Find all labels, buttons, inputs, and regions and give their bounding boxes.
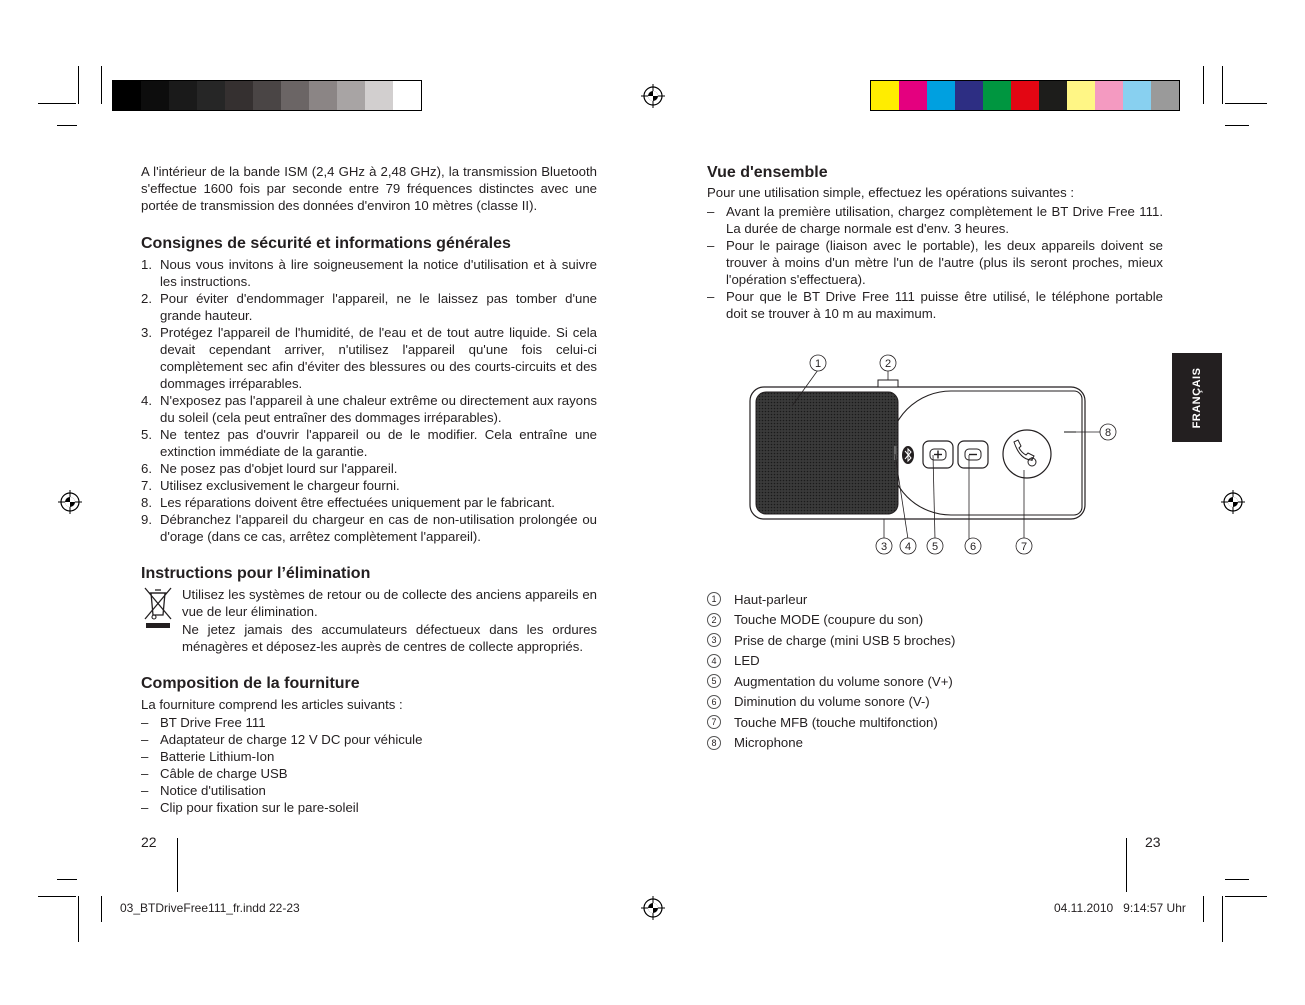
overview-item: – Avant la première utilisation, chargez complètement le BT Drive Free 111. La durée de charge normale est d'env. 3 heures.: [707, 203, 1163, 237]
crop-mark: [1225, 879, 1249, 880]
supply-item: – BT Drive Free 111: [141, 714, 597, 731]
color-swatch: [927, 81, 955, 110]
safety-item-number: 4.: [141, 393, 152, 408]
slug-date: 04.11.2010 9:14:57 Uhr: [1054, 901, 1186, 915]
right-page-column: [707, 163, 1163, 322]
legend-number: 5: [707, 674, 721, 688]
color-swatch: [309, 81, 337, 110]
safety-item-number: 8.: [141, 495, 152, 510]
safety-item: [141, 460, 597, 477]
safety-item: [141, 324, 597, 392]
safety-item-number: 5.: [141, 427, 152, 442]
color-swatch: [1011, 81, 1039, 110]
legend-row: [707, 651, 760, 671]
safety-list: [141, 256, 597, 545]
color-swatch: [365, 81, 393, 110]
legend-row: [707, 692, 930, 712]
color-swatch: [337, 81, 365, 110]
minus-icon: [965, 449, 981, 460]
legend-number: 2: [707, 613, 721, 627]
supply-item: – Câble de charge USB: [141, 765, 597, 782]
language-tab-label: FRANÇAIS: [1191, 367, 1203, 428]
color-swatch: [253, 81, 281, 110]
crop-mark: [1203, 66, 1204, 104]
gray-color-bar: [112, 80, 422, 111]
safety-item: [141, 392, 597, 426]
fold-mark: [177, 838, 178, 892]
color-swatch: [955, 81, 983, 110]
overview-item: – Pour que le BT Drive Free 111 puisse être utilisé, le téléphone portable doit se trouver à 10 m au maximum.: [707, 288, 1163, 322]
intro-paragraph: A l'intérieur de la bande ISM (2,4 GHz à 2,48 GHz), la transmission Bluetooth s'effectue 1600 fois par seconde entre 79 fréquences distinctes avec une portée de transmission des données d'environ 10 mètres (classe II).: [141, 164, 597, 213]
safety-item: [141, 290, 597, 324]
overview-list: [707, 203, 1163, 322]
overview-heading: Vue d'ensemble: [707, 164, 828, 181]
callout-8: 8: [1104, 427, 1112, 439]
color-swatch: [197, 81, 225, 110]
safety-item-text: Débranchez l'appareil du chargeur en cas de non-utilisation prolongée ou d'orage (dans ce cas, arrêtez complètement l'appareil).: [160, 512, 597, 544]
fold-mark: [1126, 838, 1127, 892]
crop-mark: [1222, 896, 1223, 942]
color-swatch: [1123, 81, 1151, 110]
crop-mark: [1225, 103, 1267, 104]
supply-item: – Clip pour fixation sur le pare-soleil: [141, 799, 597, 816]
safety-item-text: Ne posez pas d'objet lourd sur l'appareil.: [160, 461, 398, 476]
safety-item-text: Protégez l'appareil de l'humidité, de l'eau et de tout autre liquide. Si cela devait cependant arriver, n'utilisez l'appareil qu'une fois celui-ci complètement sec afin d'éviter des blessures ou des courts-circuits et des dommages irréparables.: [160, 325, 597, 391]
page-number-left: 22: [141, 834, 157, 850]
safety-item: [141, 426, 597, 460]
color-swatch: [169, 81, 197, 110]
speaker-grille: [756, 392, 898, 514]
legend-row: [707, 610, 923, 630]
legend-label: Touche MODE (coupure du son): [734, 612, 924, 627]
legend-row: [707, 589, 807, 609]
disposal-heading: Instructions pour l’élimination: [141, 565, 371, 582]
safety-item: [141, 256, 597, 290]
language-tab: [1172, 353, 1222, 442]
legend-number: 7: [707, 715, 721, 729]
callout-1: 1: [814, 358, 822, 370]
crop-mark: [57, 879, 77, 880]
legend-label: Prise de charge (mini USB 5 broches): [734, 632, 956, 648]
callout-3: 3: [880, 541, 888, 553]
color-swatch: [113, 81, 141, 110]
legend-number: 8: [707, 736, 721, 750]
color-swatch: [141, 81, 169, 110]
disposal-paragraph-2: Ne jetez jamais des accumulateurs défectueux dans les ordures ménagères et déposez-les auprès de centres de collecte appropriés.: [182, 622, 597, 654]
color-swatch: [393, 81, 421, 110]
crop-mark: [38, 103, 76, 104]
color-swatch: [983, 81, 1011, 110]
color-swatch: [225, 81, 253, 110]
safety-item-number: 6.: [141, 461, 152, 476]
disposal-paragraph-1: Utilisez les systèmes de retour ou de collecte des anciens appareils en vue de leur élimination.: [182, 587, 597, 619]
overview-item: – Pour le pairage (liaison avec le portable), les deux appareils doivent se trouver à moins d'un mètre l'un de l'autre (plus ils seront proches, mieux l'opération s'effectuera).: [707, 237, 1163, 288]
supply-list: [141, 714, 597, 816]
crop-mark: [38, 896, 76, 897]
crop-mark: [1222, 66, 1223, 104]
safety-item-text: Ne tentez pas d'ouvrir l'appareil ou de le modifier. Cela entraîne une extinction immédiate de la garantie.: [160, 427, 597, 459]
safety-item-text: Les réparations doivent être effectuées uniquement par le fabricant.: [160, 495, 555, 510]
crop-mark: [1225, 125, 1249, 126]
supply-item: – Adaptateur de charge 12 V DC pour véhicule: [141, 731, 597, 748]
page-number-right: 23: [1145, 834, 1161, 850]
supply-intro: La fourniture comprend les articles suivants :: [141, 697, 403, 712]
process-color-bar: [870, 80, 1180, 111]
legend-label: Diminution du volume sonore (V-): [734, 694, 930, 709]
color-swatch: [1039, 81, 1067, 110]
safety-heading: Consignes de sécurité et informations générales: [141, 235, 511, 252]
legend-number: 4: [707, 654, 721, 668]
registration-mark-icon: [1221, 490, 1245, 514]
legend-number: 1: [707, 592, 721, 606]
callout-6: 6: [969, 541, 977, 553]
disposal-block: [141, 586, 597, 655]
safety-item: [141, 494, 597, 511]
callout-5: 5: [931, 541, 939, 553]
device-diagram: [740, 350, 1130, 560]
crop-mark: [57, 125, 77, 126]
safety-item-text: Pour éviter d'endommager l'appareil, ne le laissez pas tomber d'une grande hauteur.: [160, 291, 597, 323]
legend-row: [707, 630, 955, 650]
mode-button-top: [878, 380, 898, 387]
supply-heading: Composition de la fourniture: [141, 675, 360, 692]
color-swatch: [899, 81, 927, 110]
legend-row: [707, 671, 953, 691]
overview-intro: Pour une utilisation simple, effectuez les opérations suivantes :: [707, 185, 1075, 200]
crop-mark: [101, 896, 102, 922]
crop-mark: [1225, 896, 1267, 897]
crop-mark: [1203, 896, 1204, 922]
crop-mark: [101, 66, 102, 104]
callout-2: 2: [884, 358, 892, 370]
legend-label: Touche MFB (touche multifonction): [734, 714, 938, 730]
color-swatch: [1151, 81, 1179, 110]
registration-mark-icon: [641, 896, 665, 920]
slug-filename: 03_BTDriveFree111_fr.indd 22-23: [120, 901, 300, 915]
legend-number: 3: [707, 633, 721, 647]
safety-item-number: 3.: [141, 325, 152, 340]
registration-mark-icon: [58, 490, 82, 514]
legend-label: Haut-parleur: [734, 591, 808, 607]
color-swatch: [871, 81, 899, 110]
safety-item-number: 7.: [141, 478, 152, 493]
registration-mark-icon: [641, 84, 665, 108]
color-swatch: [281, 81, 309, 110]
legend-row: [707, 712, 938, 732]
safety-item-text: N'exposez pas l'appareil à une chaleur extrême ou directement aux rayons du soleil (cela peut entraîner des dommages irréparables).: [160, 393, 597, 425]
callout-7: 7: [1020, 541, 1028, 553]
legend-label: Augmentation du volume sonore (V+): [734, 673, 953, 689]
safety-item: [141, 511, 597, 545]
color-swatch: [1095, 81, 1123, 110]
callout-4: 4: [904, 541, 912, 553]
legend-number: 6: [707, 695, 721, 709]
left-page-column: [141, 163, 597, 816]
safety-item-number: 2.: [141, 291, 152, 306]
safety-item-text: Utilisez exclusivement le chargeur fourni.: [160, 478, 400, 493]
legend-row: [707, 733, 803, 753]
crop-mark: [78, 66, 79, 104]
bluetooth-icon: [902, 446, 914, 464]
supply-item: – Batterie Lithium-Ion: [141, 748, 597, 765]
safety-item-number: 1.: [141, 257, 152, 272]
safety-item-number: 9.: [141, 512, 152, 527]
plus-icon: [930, 449, 946, 460]
safety-item: [141, 477, 597, 494]
color-swatch: [1067, 81, 1095, 110]
legend-label: Microphone: [734, 735, 803, 750]
safety-item-text: Nous vous invitons à lire soigneusement la notice d'utilisation et à suivre les instructions.: [160, 257, 597, 289]
supply-item: – Notice d'utilisation: [141, 782, 597, 799]
crop-mark: [78, 896, 79, 942]
crossed-bin-icon: [143, 587, 173, 629]
legend-label: LED: [734, 653, 760, 668]
